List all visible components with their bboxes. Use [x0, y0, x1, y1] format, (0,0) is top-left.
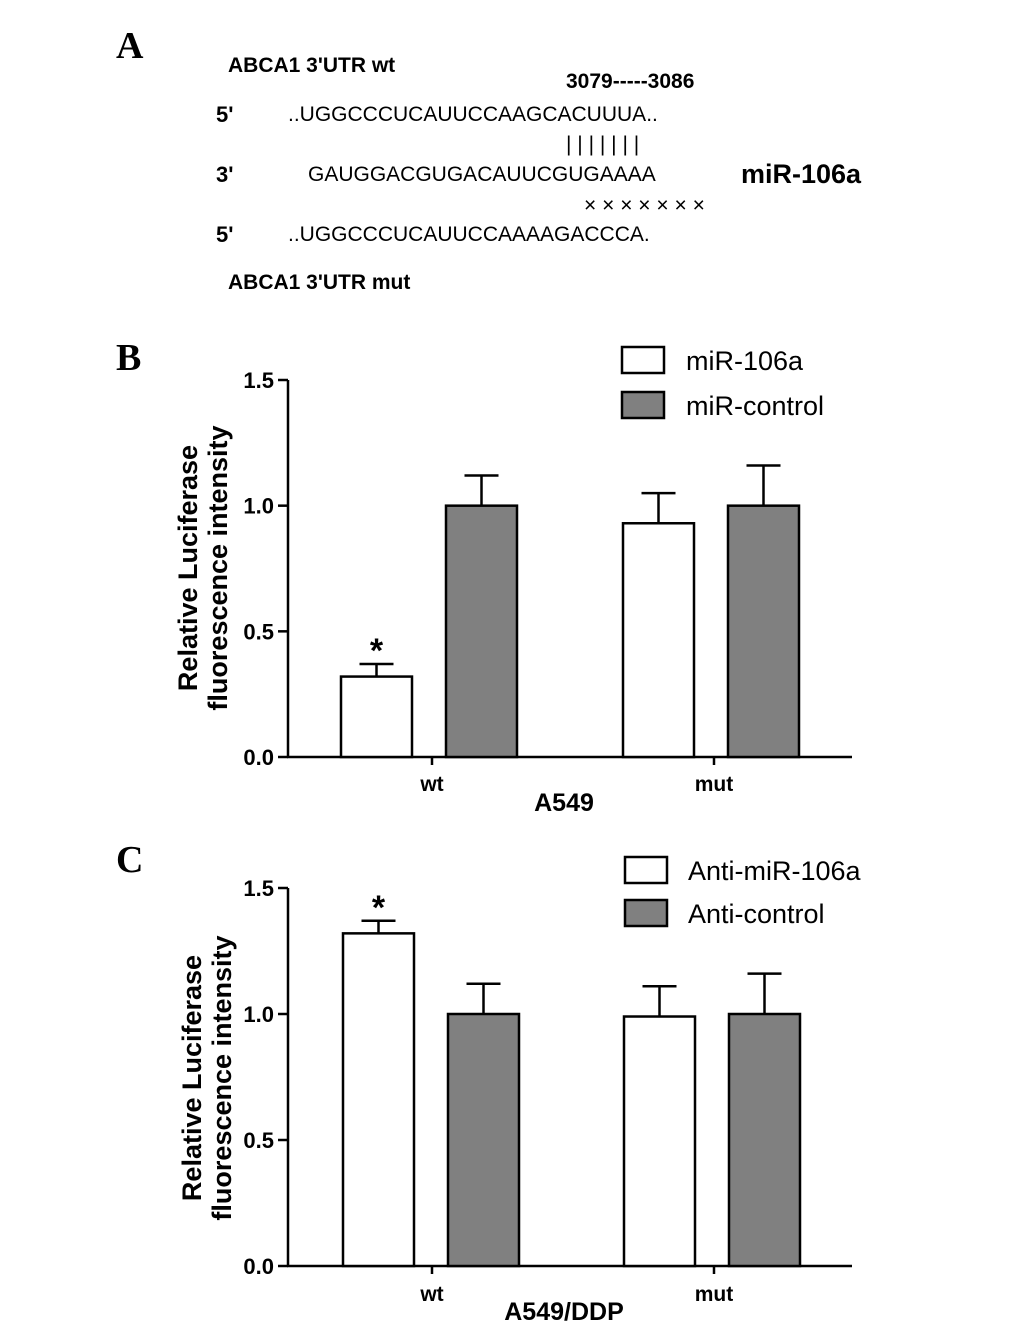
bar [728, 506, 799, 757]
panel-c-letter: C [116, 839, 144, 881]
bar [623, 523, 694, 757]
y-axis-label: fluorescence intensity [207, 935, 238, 1221]
mismatch-marks: × × × × × × × [584, 194, 705, 217]
bar [343, 933, 414, 1266]
y-axis-label: Relative Luciferase [177, 954, 208, 1202]
chart-b [173, 346, 852, 817]
x-axis-label: A549 [534, 789, 594, 817]
y-tick-label: 0.5 [243, 1128, 274, 1153]
legend-swatch [622, 347, 664, 373]
wt-sequence: ..UGGCCCUCAUUCCAAGCACUUUA.. [288, 103, 658, 126]
y-tick-label: 0.0 [243, 1254, 274, 1279]
legend-swatch [622, 392, 664, 418]
mut-five-prime: 5' [216, 222, 234, 247]
mut-utr-label: ABCA1 3'UTR mut [228, 271, 411, 294]
y-tick-label: 1.5 [243, 368, 274, 393]
panel-a [116, 25, 862, 294]
y-tick-label: 1.0 [243, 1002, 274, 1027]
binding-site-label: 3079-----3086 [566, 70, 695, 93]
mir-sequence: GAUGGACGUGACAUUCGUGAAAA [308, 163, 656, 186]
pairing-lines: | | | | | | | [566, 133, 640, 156]
wt-five-prime: 5' [216, 102, 234, 127]
y-axis-label: fluorescence intensity [203, 425, 234, 711]
y-axis-label: Relative Luciferase [173, 444, 204, 692]
legend-swatch [625, 900, 667, 926]
panel-b-letter: B [116, 337, 142, 379]
x-tick-label: mut [694, 773, 734, 796]
bar [448, 1014, 519, 1266]
legend-label: Anti-miR-106a [688, 856, 861, 886]
y-tick-label: 1.5 [243, 876, 274, 901]
significance-star: * [369, 632, 384, 671]
legend-swatch [625, 857, 667, 883]
y-tick-label: 1.0 [243, 493, 274, 519]
significance-star: * [371, 888, 386, 927]
legend-label: miR-control [686, 391, 825, 421]
legend-label: miR-106a [686, 346, 804, 376]
x-tick-label: wt [420, 1283, 444, 1306]
panel-a-letter: A [116, 25, 144, 67]
bar [624, 1017, 695, 1266]
x-axis-label: A549/DDP [504, 1298, 624, 1326]
mir-three-prime: 3' [216, 162, 234, 187]
legend-label: Anti-control [688, 899, 825, 929]
bar [341, 677, 412, 757]
mir-name: miR-106a [741, 159, 862, 189]
x-tick-label: mut [694, 1283, 734, 1306]
y-tick-label: 0.5 [243, 619, 274, 645]
bar [729, 1014, 800, 1266]
bar [446, 506, 517, 757]
wt-utr-label: ABCA1 3'UTR wt [228, 54, 396, 77]
chart-c [177, 856, 861, 1326]
y-tick-label: 0.0 [243, 745, 274, 770]
mut-sequence: ..UGGCCCUCAUUCCAAAAGACCCA. [288, 223, 650, 246]
x-tick-label: wt [420, 773, 444, 796]
